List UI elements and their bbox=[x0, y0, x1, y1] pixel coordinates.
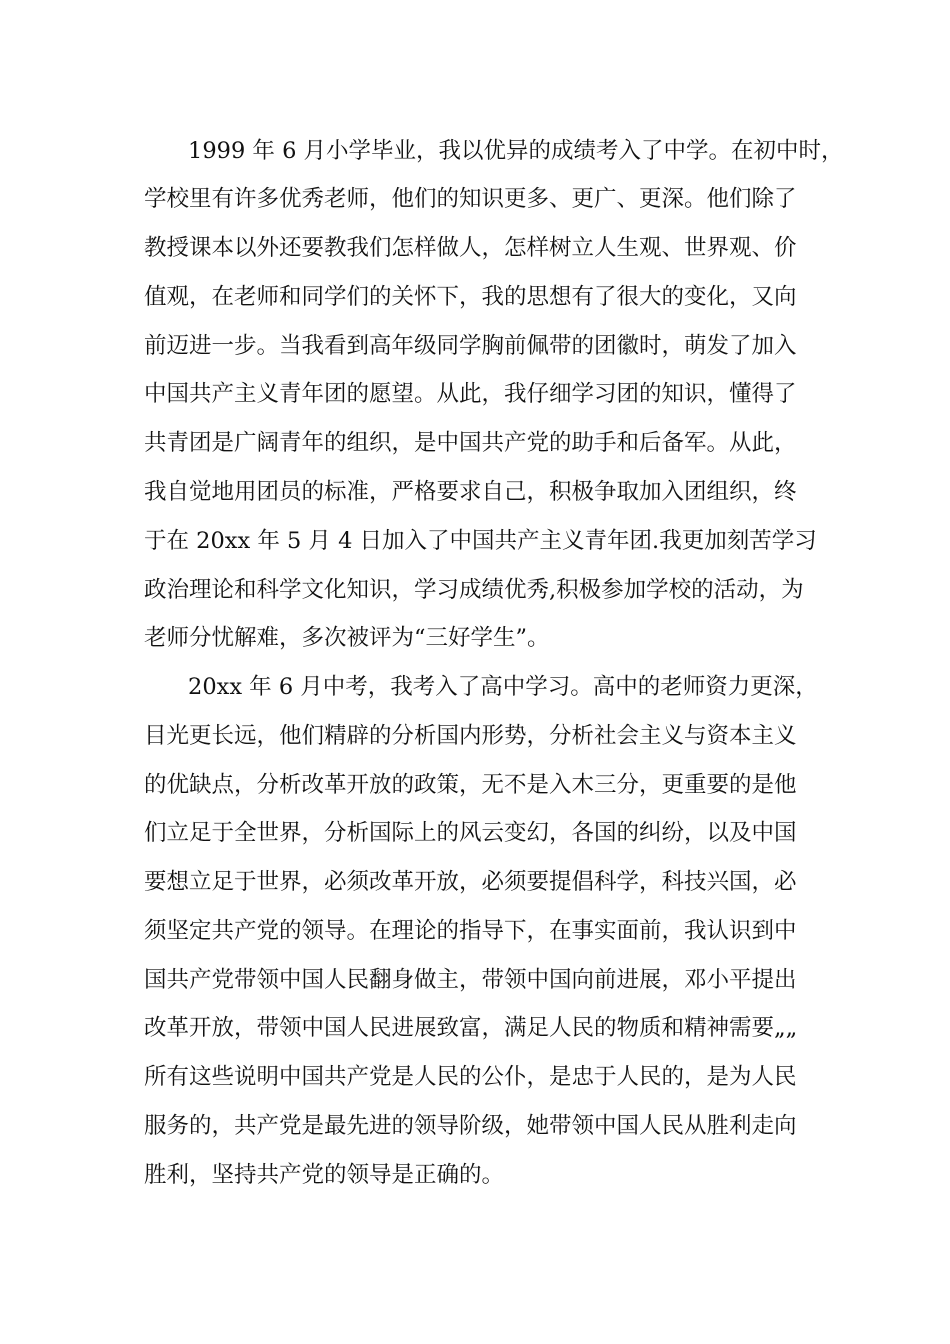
text-line: 我自觉地用团员的标准，严格要求自己，积极争取加入团组织，终 bbox=[144, 479, 797, 505]
text-line: 胜利，坚持共产党的领导是正确的。 bbox=[144, 1162, 505, 1188]
text-line: 服务的，共产党是最先进的领导阶级，她带领中国人民从胜利走向 bbox=[144, 1113, 797, 1139]
text-line: 所有这些说明中国共产党是人民的公仆，是忠于人民的，是为人民 bbox=[144, 1064, 797, 1090]
text-line: 前迈进一步。当我看到高年级同学胸前佩带的团徽时，萌发了加入 bbox=[144, 333, 797, 359]
text-line: 目光更长远，他们精辟的分析国内形势，分析社会主义与资本主义 bbox=[144, 723, 797, 749]
text-line: 政治理论和科学文化知识，学习成绩优秀,积极参加学校的活动，为 bbox=[144, 577, 804, 603]
text-line: 的优缺点，分析改革开放的政策，无不是入木三分，更重要的是他 bbox=[144, 772, 797, 798]
text-line: 学校里有许多优秀老师，他们的知识更多、更广、更深。他们除了 bbox=[144, 186, 797, 212]
text-line: 要想立足于世界，必须改革开放，必须要提倡科学，科技兴国，必 bbox=[144, 869, 797, 895]
text-line: 们立足于全世界，分析国际上的风云变幻，各国的纠纷，以及中国 bbox=[144, 820, 797, 846]
text-line: 老师分忧解难，多次被评为“三好学生”。 bbox=[144, 625, 550, 651]
text-line: 值观，在老师和同学们的关怀下，我的思想有了很大的变化，又向 bbox=[144, 284, 797, 310]
text-line: 20xx 年 6 月中考，我考入了高中学习。高中的老师资力更深， bbox=[188, 674, 818, 700]
text-line: 于在 20xx 年 5 月 4 日加入了中国共产主义青年团.我更加刻苦学习 bbox=[144, 528, 817, 554]
text-line: 1999 年 6 月小学毕业，我以优异的成绩考入了中学。在初中时， bbox=[188, 138, 844, 164]
text-line: 改革开放，带领中国人民进展致富，满足人民的物质和精神需要„„ bbox=[144, 1015, 798, 1041]
text-line: 共青团是广阔青年的组织，是中国共产党的助手和后备军。从此， bbox=[144, 430, 797, 456]
text-line: 须坚定共产党的领导。在理论的指导下，在事实面前，我认识到中 bbox=[144, 918, 797, 944]
text-line: 中国共产主义青年团的愿望。从此，我仔细学习团的知识，懂得了 bbox=[144, 381, 797, 407]
text-line: 教授课本以外还要教我们怎样做人，怎样树立人生观、世界观、价 bbox=[144, 235, 797, 261]
text-line: 国共产党带领中国人民翻身做主，带领中国向前进展，邓小平提出 bbox=[144, 967, 797, 993]
